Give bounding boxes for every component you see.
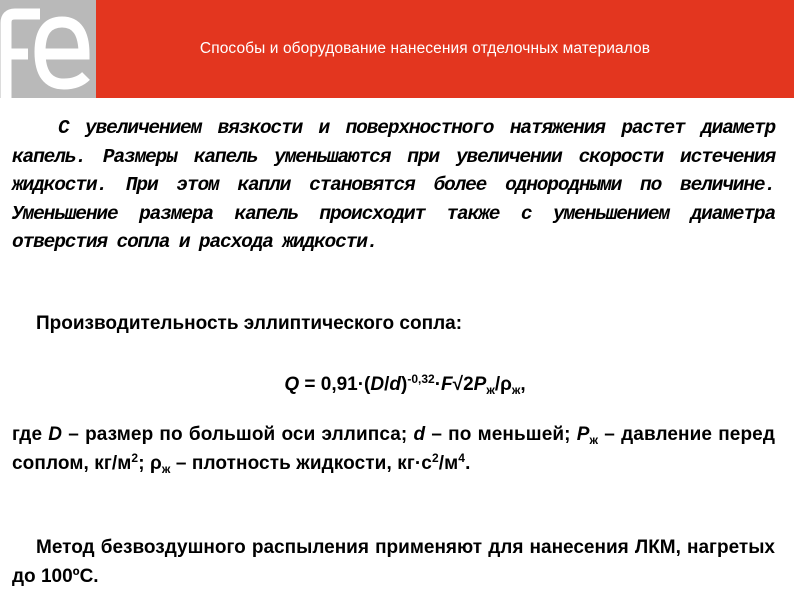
paragraph-nozzle-performance: Производительность эллиптического сопла: bbox=[36, 313, 463, 334]
slide-title: Способы и оборудование нанесения отделочных материалов bbox=[199, 39, 651, 57]
formula-dot: · bbox=[434, 374, 442, 395]
formula bbox=[0, 364, 794, 405]
paragraph-airless-spraying: Метод безвоздушного распыления применяют для нанесения ЛКМ, нагретых до 100ºС. bbox=[12, 537, 775, 587]
formula-q: Q bbox=[284, 374, 300, 395]
formula-close: ) bbox=[401, 374, 408, 395]
paragraph-definitions bbox=[12, 420, 775, 478]
def-text-1: где bbox=[12, 424, 49, 445]
def-text-6: – плотность жидкости, кг·с bbox=[170, 453, 432, 474]
logo bbox=[0, 0, 96, 98]
paragraph-viscosity: С увеличением вязкости и поверхностного натяжения растет диаметр капель. Размеры капель уменьшаются при увеличении скорости истечения жидкости. При этом капли становятся более однородными по величине. Уменьшение размера капель происходит также с уменьшением диаметра отверстия сопла и расхода жидкости. bbox=[12, 117, 775, 253]
def-sup-2: 2 bbox=[131, 451, 139, 465]
formula-rho-sub: ж bbox=[511, 383, 521, 397]
formula-d-big: D bbox=[370, 374, 385, 395]
def-text-7: /м bbox=[438, 453, 459, 474]
def-sup-4: 4 bbox=[458, 451, 466, 465]
formula-slash: / bbox=[384, 374, 390, 395]
formula-sqrt: √2 bbox=[452, 374, 474, 395]
formula-eq: = 0,91·( bbox=[299, 374, 371, 395]
title-bar bbox=[96, 0, 794, 98]
fe-logo-icon bbox=[0, 0, 96, 98]
def-text-8: . bbox=[465, 453, 471, 474]
formula-slash-rho: /ρ bbox=[494, 374, 512, 395]
formula-p-sub: ж bbox=[486, 383, 495, 397]
def-d-big: D bbox=[48, 424, 63, 445]
formula-p: P bbox=[473, 374, 487, 395]
def-d-small: d bbox=[413, 424, 426, 445]
def-text-4: – давление перед соплом, кг/м bbox=[12, 424, 776, 474]
def-text-2: – размер по большой оси эллипса; bbox=[62, 424, 414, 445]
def-p-sub: ж bbox=[589, 433, 599, 447]
def-rho-sub: ж bbox=[161, 462, 171, 476]
def-sup-2b: 2 bbox=[431, 451, 439, 465]
def-text-3: – по меньшей; bbox=[425, 424, 577, 445]
formula-exponent: -0,32 bbox=[407, 372, 435, 386]
formula-tail: , bbox=[520, 374, 526, 395]
def-p: P bbox=[576, 424, 590, 445]
slide-header bbox=[0, 0, 794, 98]
formula-d-small: d bbox=[389, 374, 402, 395]
def-text-5: ; ρ bbox=[138, 453, 162, 474]
formula-f: F bbox=[441, 374, 453, 395]
